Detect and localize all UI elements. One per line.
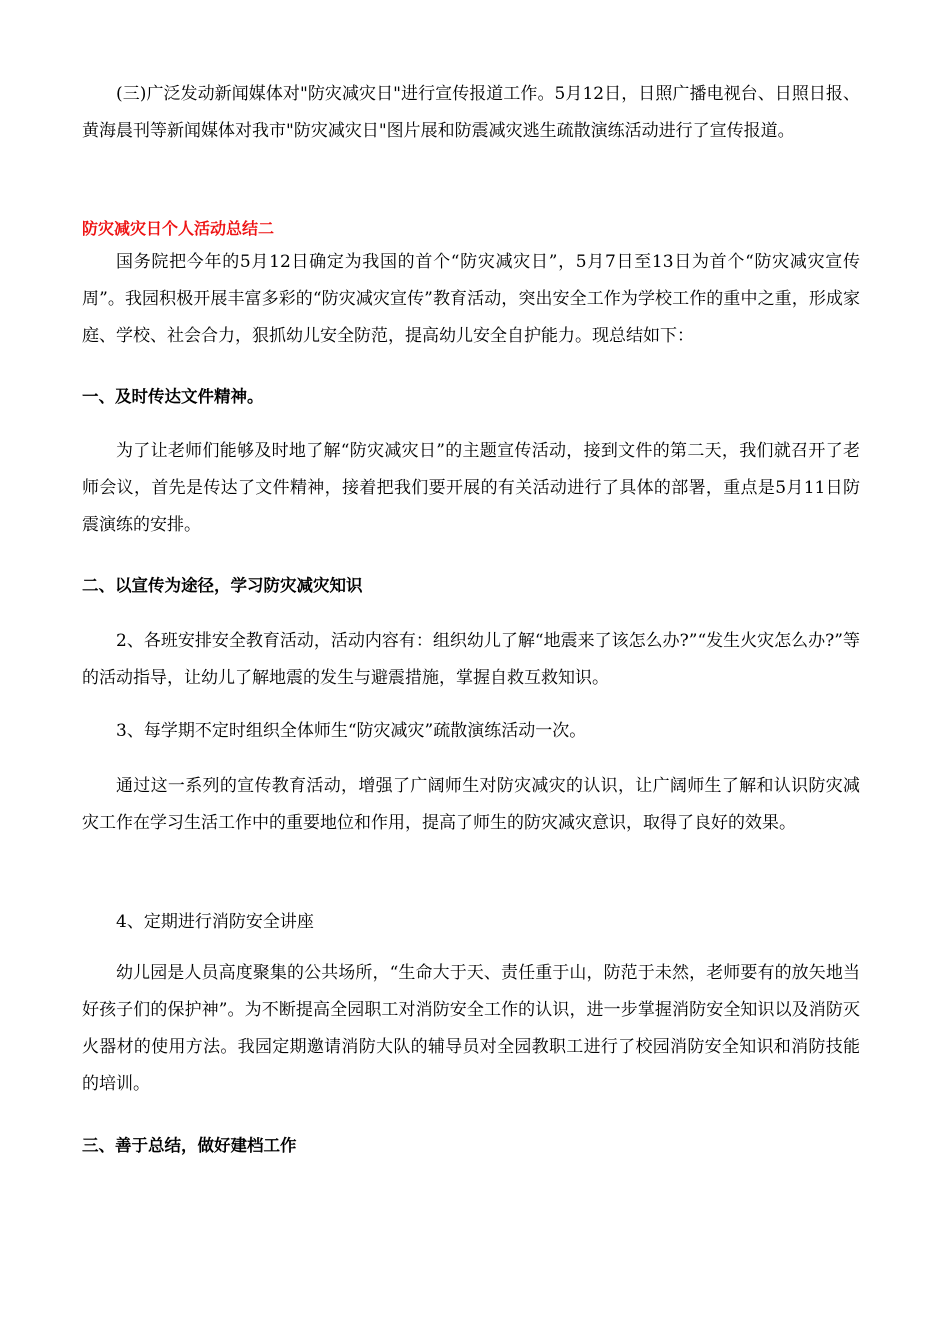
paragraph-item-4: 4、定期进行消防安全讲座 — [116, 912, 314, 932]
paragraph-summary: 通过这一系列的宣传教育活动，增强了广阔师生对防灾减灾的认识，让广阔师生了解和认识防灾减灾工作在学习生活工作中的重要地位和作用，提高了师生的防灾减灾意识，取得了良好的效果。 — [82, 776, 860, 833]
heading-two: 二、以宣传为途径，学习防灾减灾知识 — [82, 576, 363, 595]
paragraph-overview: 国务院把今年的5月12日确定为我国的首个“防灾减灾日”，5月7日至13日为首个“防灾减灾宣传周”。我园积极开展丰富多彩的“防灾减灾宣传”教育活动，突出安全工作为学校工作的重中之重，形成家庭、学校、社会合力，狠抓幼儿安全防范，提高幼儿安全自护能力。现总结如下： — [82, 252, 860, 346]
paragraph-item-2: 2、各班安排安全教育活动，活动内容有：组织幼儿了解“地震来了该怎么办?”“发生火灾怎么办?”等的活动指导，让幼儿了解地震的发生与避震措施，掌握自救互救知识。 — [82, 631, 860, 688]
paragraph-fire-safety: 幼儿园是人员高度聚集的公共场所，“生命大于天、责任重于山，防范于未然，老师要有的放矢地当好孩子们的保护神”。为不断提高全园职工对消防安全工作的认识，进一步掌握消防安全知识以及消防灭火器材的使用方法。我园定期邀请消防大队的辅导员对全园教职工进行了校园消防安全知识和消防技能的培训。 — [82, 963, 860, 1094]
section-title: 防灾减灾日个人活动总结二 — [82, 219, 275, 238]
paragraph-media-coverage: (三)广泛发动新闻媒体对"防灾减灾日"进行宣传报道工作。5月12日，日照广播电视台、日照日报、黄海晨刊等新闻媒体对我市"防灾减灾日"图片展和防震减灾逃生疏散演练活动进行了宣传报道。 — [82, 84, 860, 141]
heading-one: 一、及时传达文件精神。 — [82, 387, 264, 406]
paragraph-item-3: 3、每学期不定时组织全体师生“防灾减灾”疏散演练活动一次。 — [116, 721, 587, 741]
heading-three: 三、善于总结，做好建档工作 — [82, 1136, 297, 1155]
paragraph-one: 为了让老师们能够及时地了解“防灾减灾日”的主题宣传活动，接到文件的第二天，我们就召开了老师会议，首先是传达了文件精神，接着把我们要开展的有关活动进行了具体的部署，重点是5月11日防震演练的安排。 — [82, 441, 860, 535]
